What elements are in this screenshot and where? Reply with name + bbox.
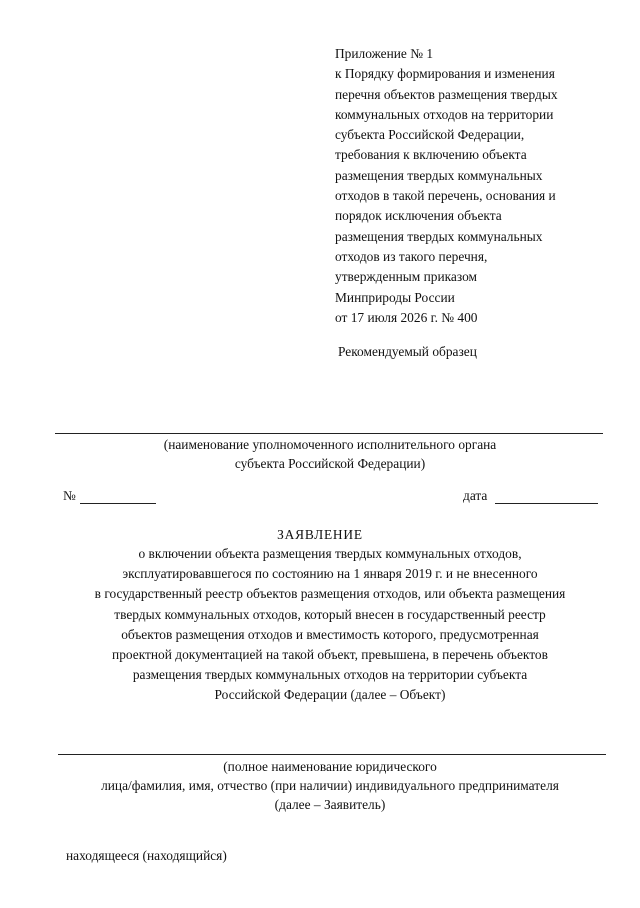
body-line: твердых коммунальных отходов, который внесен в государственный реестр — [114, 606, 546, 622]
appendix-line: Приложение № 1 — [335, 46, 434, 61]
appendix-line: отходов из такого перечня, — [335, 248, 488, 264]
appendix-line: к Порядку формирования и изменения — [335, 66, 555, 82]
applicant-caption-line: (далее – Заявитель) — [274, 797, 386, 812]
appendix-line: требования к включению объекта — [335, 147, 527, 163]
date-label: дата — [463, 488, 488, 503]
date-field-line[interactable] — [495, 503, 598, 504]
number-field-line[interactable] — [80, 503, 156, 504]
authority-caption-line: субъекта Российской Федерации) — [234, 456, 426, 471]
appendix-line: утвержденным приказом — [335, 269, 477, 285]
applicant-caption — [30, 757, 630, 814]
body-line: проектной документацией на такой объект, превышена, в перечень объектов — [112, 647, 548, 663]
body-line: размещения твердых коммунальных отходов на территории субъекта — [132, 667, 528, 683]
appendix-line: порядок исключения объекта — [335, 208, 502, 224]
statement-body — [40, 544, 620, 706]
body-line: эксплуатировавшегося по состоянию на 1 января 2019 г. и не внесенного — [122, 566, 538, 582]
authority-caption-line: (наименование уполномоченного исполнительного органа — [163, 437, 497, 452]
appendix-line: от 17 июля 2026 г. № 400 — [335, 309, 478, 325]
authority-name-line — [55, 433, 603, 434]
appendix-line: Минприроды России — [335, 289, 455, 305]
document-title: ЗАЯВЛЕНИЕ — [277, 527, 363, 542]
applicant-caption-line: (полное наименование юридического — [223, 759, 437, 774]
appendix-line: коммунальных отходов на территории — [335, 106, 554, 122]
authority-caption — [40, 435, 620, 473]
body-line: Российской Федерации (далее – Объект) — [214, 687, 446, 703]
located-label: находящееся (находящийся) — [66, 848, 227, 863]
applicant-name-line[interactable] — [58, 754, 606, 755]
appendix-line: субъекта Российской Федерации, — [335, 127, 525, 143]
appendix-line: перечня объектов размещения твердых — [335, 86, 558, 102]
applicant-caption-line: лица/фамилия, имя, отчество (при наличии) индивидуального предпринимателя — [101, 778, 559, 793]
body-line: объектов размещения отходов и вместимость которого, предусмотренная — [121, 626, 539, 642]
sample-label: Рекомендуемый образец — [338, 344, 477, 359]
body-line: о включении объекта размещения твердых коммунальных отходов, — [138, 546, 522, 561]
appendix-line: отходов в такой перечень, основания и — [335, 188, 556, 204]
appendix-line: размещения твердых коммунальных — [335, 167, 543, 183]
appendix-block — [335, 44, 625, 328]
number-label: № — [63, 488, 76, 503]
appendix-line: размещения твердых коммунальных — [335, 228, 543, 244]
body-line: в государственный реестр объектов размещения отходов, или объекта размещения — [94, 586, 566, 602]
